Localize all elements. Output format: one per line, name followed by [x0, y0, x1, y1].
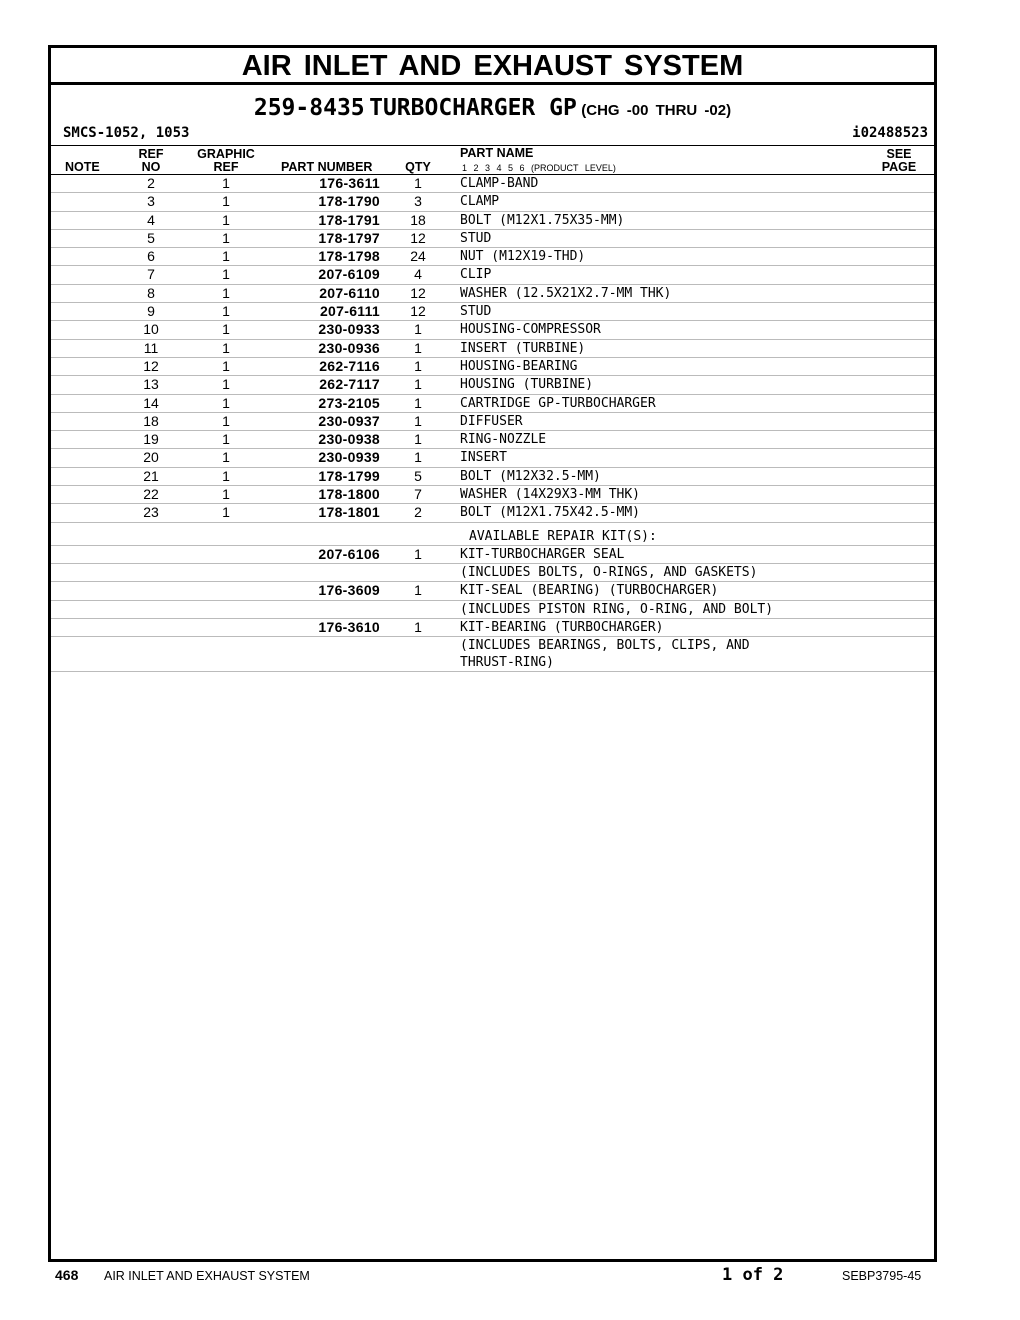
- part-name: HOUSING (TURBINE): [460, 377, 594, 393]
- kit-includes: (INCLUDES PISTON RING, O-RING, AND BOLT): [460, 601, 774, 617]
- graphic-ref: 1: [222, 431, 230, 448]
- quantity: 3: [414, 193, 422, 210]
- quantity: 1: [414, 394, 422, 411]
- quantity: 18: [410, 211, 426, 228]
- change-range: (CHG -00 THRU -02): [581, 102, 732, 119]
- graphic-ref: 1: [222, 486, 230, 503]
- smcs-row: [51, 123, 934, 146]
- ref-no: 19: [143, 431, 159, 448]
- footer-page-number: 468: [55, 1267, 79, 1283]
- quantity: 1: [414, 449, 422, 466]
- footer-page-of: 1 of 2: [722, 1265, 784, 1285]
- table-row: [51, 230, 934, 248]
- quantity: 24: [410, 248, 426, 265]
- table-row: [51, 376, 934, 394]
- part-name: BOLT (M12X32.5-MM): [460, 468, 601, 484]
- quantity: 12: [410, 303, 426, 320]
- quantity: 1: [414, 376, 422, 393]
- ref-no: 7: [147, 266, 155, 283]
- footer-section: AIR INLET AND EXHAUST SYSTEM: [104, 1269, 310, 1283]
- part-name: STUD: [460, 304, 492, 320]
- part-name: CLAMP: [460, 194, 500, 210]
- table-row: [51, 321, 934, 339]
- col-ref-no-top: REF: [138, 147, 164, 161]
- quantity: 5: [414, 467, 422, 484]
- kit-name: KIT-TURBOCHARGER SEAL: [460, 546, 625, 562]
- graphic-ref: 1: [222, 211, 230, 228]
- ref-no: 4: [147, 211, 155, 228]
- kit-quantity: 1: [414, 582, 422, 599]
- part-number: 178-1797: [318, 229, 380, 246]
- table-row: [51, 637, 934, 672]
- col-ref-no-bottom: NO: [141, 160, 161, 174]
- group-name: TURBOCHARGER GP: [369, 95, 577, 121]
- ref-no: 6: [147, 248, 155, 265]
- part-number: 262-7116: [319, 357, 380, 374]
- graphic-ref: 1: [222, 303, 230, 320]
- graphic-ref: 1: [222, 504, 230, 521]
- section-title: AIR INLET AND EXHAUST SYSTEM: [51, 48, 934, 85]
- ref-no: 5: [147, 229, 155, 246]
- page-footer: [0, 1265, 1020, 1289]
- table-row: [51, 303, 934, 321]
- part-number: 230-0938: [318, 431, 380, 448]
- graphic-ref: 1: [222, 284, 230, 301]
- part-number: 207-6111: [319, 303, 380, 320]
- document-id: i02488523: [852, 125, 928, 141]
- part-number: 262-7117: [319, 376, 380, 393]
- quantity: 4: [414, 266, 422, 283]
- part-number: 178-1791: [318, 211, 380, 228]
- ref-no: 11: [143, 339, 159, 356]
- part-number: 178-1798: [318, 248, 380, 265]
- part-name: BOLT (M12X1.75X42.5-MM): [460, 505, 641, 521]
- repair-kit-heading: AVAILABLE REPAIR KIT(S):: [469, 528, 657, 544]
- part-number: 207-6110: [319, 284, 380, 301]
- part-number: 273-2105: [318, 394, 380, 411]
- ref-no: 20: [143, 449, 159, 466]
- part-name: CARTRIDGE GP-TURBOCHARGER: [460, 395, 656, 411]
- col-graphic-ref-bottom: REF: [213, 160, 239, 174]
- table-row: [51, 266, 934, 284]
- table-row: [51, 504, 934, 522]
- col-product-level: 1 2 3 4 5 6 (PRODUCT LEVEL): [462, 163, 616, 173]
- table-row: [51, 582, 934, 600]
- graphic-ref: 1: [222, 175, 230, 191]
- quantity: 1: [414, 339, 422, 356]
- table-row: [51, 193, 934, 211]
- graphic-ref: 1: [222, 339, 230, 356]
- ref-no: 13: [143, 376, 159, 393]
- part-number: 178-1799: [318, 467, 380, 484]
- table-row: [51, 468, 934, 486]
- kit-includes: (INCLUDES BOLTS, O-RINGS, AND GASKETS): [460, 564, 758, 580]
- col-qty: QTY: [405, 160, 431, 174]
- table-row: [51, 413, 934, 431]
- quantity: 1: [414, 431, 422, 448]
- part-number: 178-1790: [318, 193, 380, 210]
- table-row: [51, 285, 934, 303]
- kit-quantity: 1: [414, 618, 422, 635]
- ref-no: 10: [143, 321, 159, 338]
- table-row: [51, 601, 934, 619]
- table-row: [51, 523, 934, 546]
- part-number: 230-0937: [318, 412, 380, 429]
- kit-part-number: 176-3609: [318, 582, 380, 599]
- table-row: [51, 340, 934, 358]
- ref-no: 12: [143, 357, 159, 374]
- table-row: [51, 175, 934, 193]
- part-name: DIFFUSER: [460, 413, 523, 429]
- kit-part-number: 207-6106: [318, 545, 380, 562]
- graphic-ref: 1: [222, 266, 230, 283]
- col-part-number: PART NUMBER: [281, 160, 373, 174]
- part-number: 178-1801: [318, 504, 380, 521]
- part-number: 230-0939: [318, 449, 380, 466]
- table-row: [51, 395, 934, 413]
- part-number: 207-6109: [318, 266, 380, 283]
- table-row: [51, 248, 934, 266]
- kit-part-number: 176-3610: [318, 618, 380, 635]
- part-name: INSERT: [460, 450, 507, 466]
- kit-quantity: 1: [414, 545, 422, 562]
- quantity: 1: [414, 175, 422, 191]
- ref-no: 3: [147, 193, 155, 210]
- table-row: [51, 212, 934, 230]
- quantity: 1: [414, 357, 422, 374]
- part-name: WASHER (14X29X3-MM THK): [460, 487, 641, 503]
- part-name: HOUSING-BEARING: [460, 358, 578, 374]
- kit-name: KIT-BEARING (TURBOCHARGER): [460, 619, 664, 635]
- part-name: WASHER (12.5X21X2.7-MM THK): [460, 285, 672, 301]
- graphic-ref: 1: [222, 229, 230, 246]
- ref-no: 2: [147, 175, 155, 191]
- graphic-ref: 1: [222, 248, 230, 265]
- quantity: 7: [414, 486, 422, 503]
- col-graphic-ref-top: GRAPHIC: [197, 147, 255, 161]
- part-name: RING-NOZZLE: [460, 432, 547, 448]
- part-number: 176-3611: [319, 175, 380, 191]
- part-number: 178-1800: [318, 486, 380, 503]
- part-number: 230-0933: [318, 321, 380, 338]
- graphic-ref: 1: [222, 193, 230, 210]
- quantity: 2: [414, 504, 422, 521]
- table-row: [51, 449, 934, 467]
- part-name: NUT (M12X19-THD): [460, 249, 586, 265]
- col-note: NOTE: [65, 160, 100, 174]
- part-name: CLIP: [460, 267, 492, 283]
- part-number: 230-0936: [318, 339, 380, 356]
- graphic-ref: 1: [222, 357, 230, 374]
- table-header: [51, 146, 934, 175]
- ref-no: 14: [143, 394, 159, 411]
- table-row: [51, 358, 934, 376]
- ref-no: 8: [147, 284, 155, 301]
- table-row: [51, 546, 934, 564]
- kit-includes: (INCLUDES BEARINGS, BOLTS, CLIPS, AND THRUST-RING): [460, 638, 750, 671]
- quantity: 12: [410, 284, 426, 301]
- ref-no: 9: [147, 303, 155, 320]
- quantity: 1: [414, 412, 422, 429]
- quantity: 12: [410, 229, 426, 246]
- part-name: STUD: [460, 230, 492, 246]
- graphic-ref: 1: [222, 321, 230, 338]
- smcs-codes: SMCS-1052, 1053: [63, 125, 190, 141]
- parts-list-frame: [48, 45, 937, 1262]
- col-part-name: PART NAME: [460, 146, 534, 160]
- table-row: [51, 486, 934, 504]
- ref-no: 18: [143, 412, 159, 429]
- graphic-ref: 1: [222, 449, 230, 466]
- part-name: BOLT (M12X1.75X35-MM): [460, 212, 625, 228]
- part-name: HOUSING-COMPRESSOR: [460, 322, 601, 338]
- ref-no: 23: [143, 504, 159, 521]
- graphic-ref: 1: [222, 412, 230, 429]
- graphic-ref: 1: [222, 467, 230, 484]
- group-number: 259-8435: [253, 95, 365, 121]
- kit-name: KIT-SEAL (BEARING) (TURBOCHARGER): [460, 583, 719, 599]
- ref-no: 21: [143, 467, 159, 484]
- table-row: [51, 431, 934, 449]
- part-name: CLAMP-BAND: [460, 176, 539, 191]
- footer-doc-code: SEBP3795-45: [842, 1269, 922, 1283]
- col-see-page-bottom: PAGE: [881, 160, 917, 174]
- graphic-ref: 1: [222, 394, 230, 411]
- part-name: INSERT (TURBINE): [460, 340, 586, 356]
- group-title: [51, 93, 934, 123]
- table-row: [51, 564, 934, 582]
- ref-no: 22: [143, 486, 159, 503]
- graphic-ref: 1: [222, 376, 230, 393]
- parts-table-body: [51, 175, 934, 672]
- table-row: [51, 619, 934, 637]
- quantity: 1: [414, 321, 422, 338]
- col-see-page-top: SEE: [886, 147, 912, 161]
